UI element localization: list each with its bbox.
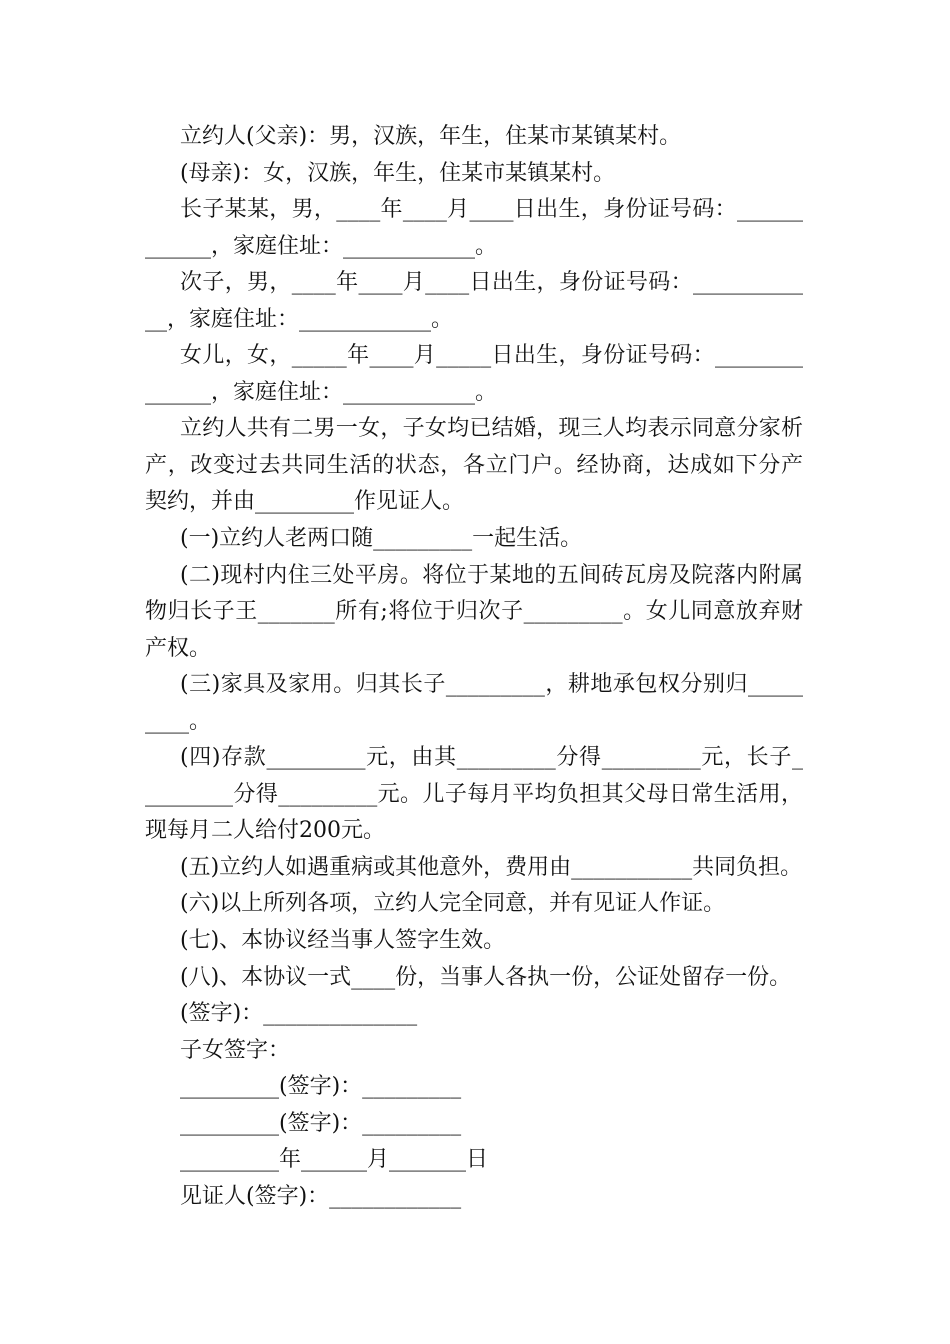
witness-signature-line: 见证人(签字)：____________	[180, 1183, 462, 1209]
clause-4-line-3: 现每月二人给付200元。	[145, 818, 385, 844]
date-line: _________年______月_______日	[180, 1147, 489, 1173]
preamble-line-1: 立约人共有二男一女，子女均已结婚，现三人均表示同意分家析	[180, 416, 803, 442]
second-son-line-1: 次子，男，____年____月____日出生，身份证号码：__________	[180, 270, 803, 296]
second-son-line-2: __，家庭住址：____________。	[145, 306, 454, 332]
mother-line: (母亲)：女，汉族，年生，住某市某镇某村。	[180, 160, 616, 186]
clause-2-line-1: (二)现村内住三处平房。将位于某地的五间砖瓦房及院落内附属	[180, 562, 803, 588]
preamble-paragraph	[0, 411, 950, 521]
clause-8-line-1: (八)、本协议一式____份，当事人各执一份，公证处留存一份。	[180, 964, 792, 990]
clause-3-line-2: ____。	[145, 708, 212, 734]
clauses-section	[0, 521, 950, 996]
father-line: 立约人(父亲)：男，汉族，年生，住某市某镇某村。	[180, 124, 682, 149]
daughter-line-2: ______，家庭住址：____________。	[145, 379, 498, 405]
children-signature-label: 子女签字：	[180, 1037, 291, 1063]
eldest-son-line-2: ______，家庭住址：____________。	[145, 233, 498, 259]
clause-4-line-2: ________分得_________元。儿子每月平均负担其父母日常生活用，	[145, 781, 803, 807]
preamble-line-2: 产，改变过去共同生活的状态，各立门户。经协商，达成如下分产	[145, 452, 803, 478]
child-signature-line-1: _________(签字)：_________	[180, 1074, 462, 1100]
eldest-son-line-1: 长子某某，男，____年____月____日出生，身份证号码：______	[180, 197, 803, 223]
clause-2-line-3: 产权。	[145, 635, 212, 661]
clause-2-line-2: 物归长子王_______所有;将位于归次子_________。女儿同意放弃财	[145, 599, 803, 625]
clause-5-line-1: (五)立约人如遇重病或其他意外，费用由___________共同负担。	[180, 854, 803, 880]
signatures-section	[0, 996, 950, 1215]
child-signature-line-2: _________(签字)：_________	[180, 1110, 462, 1136]
clause-4-line-1: (四)存款_________元，由其_________分得_________元，长子_	[180, 745, 803, 771]
parties-section	[0, 119, 950, 411]
clause-7-line-1: (七)、本协议经当事人签字生效。	[180, 928, 506, 954]
preamble-line-3: 契约，并由_________作见证人。	[145, 489, 465, 515]
clause-3-line-1: (三)家具及家用。归其长子_________，耕地承包权分别归_____	[180, 672, 803, 698]
parent-signature-line: (签字)：______________	[180, 1001, 418, 1027]
daughter-line-1: 女儿，女，_____年____月_____日出生，身份证号码：________	[180, 343, 803, 369]
clause-1-line-1: (一)立约人老两口随_________一起生活。	[180, 526, 583, 552]
clause-6-line-1: (六)以上所列各项，立约人完全同意，并有见证人作证。	[180, 891, 726, 917]
